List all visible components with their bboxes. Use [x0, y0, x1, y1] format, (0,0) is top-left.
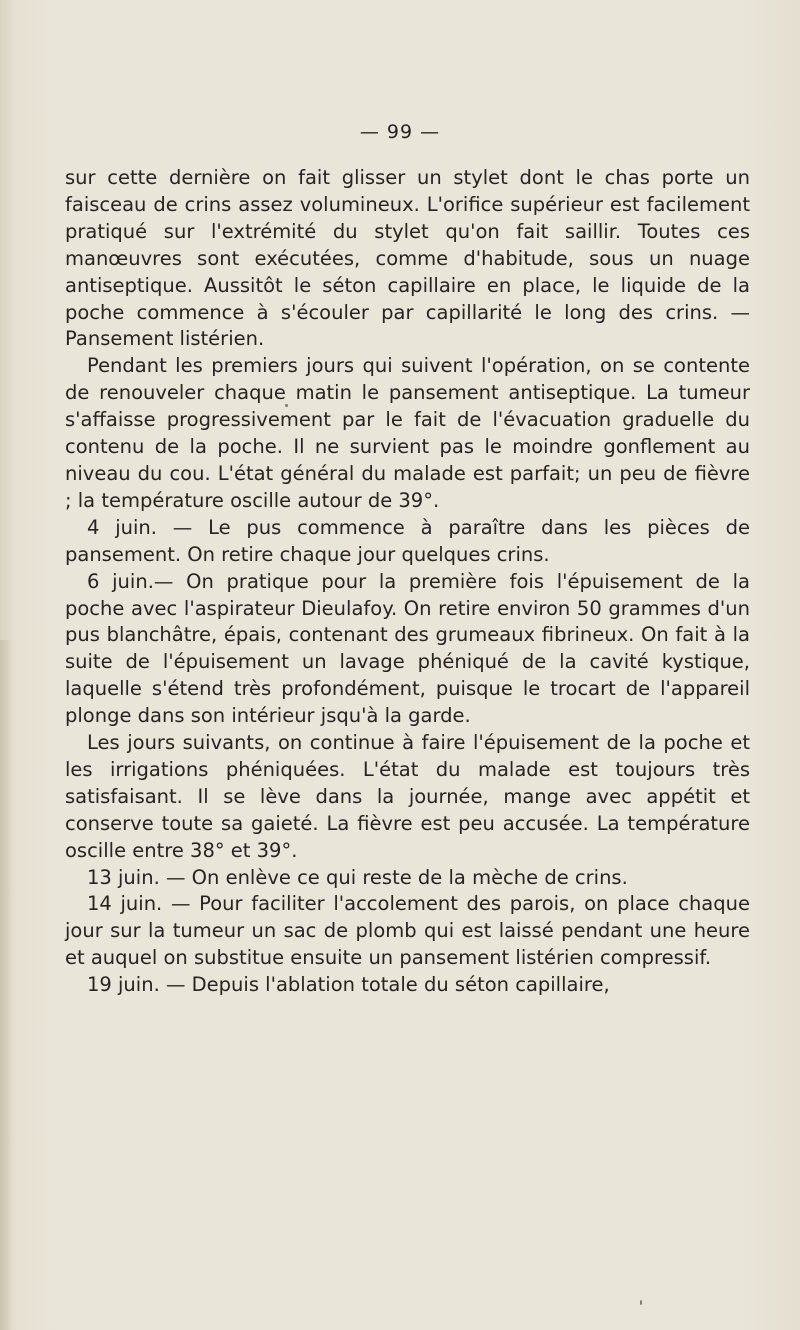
paragraph-3: 4 juin. — Le pus commence à paraître dans les pièces de pansement. On retire chaque jour quelques crins. — [65, 515, 750, 566]
page-edge-shadow — [0, 640, 12, 1330]
paper-speck — [640, 1300, 642, 1305]
paragraph-7: 14 juin. — Pour faciliter l'accolement des parois, on place chaque jour sur la tumeur un sac de plomb qui est laissé pendant une heure et auquel on substitue ensuite un pansement listérien compressif. — [65, 892, 750, 970]
page-number: — 99 — — [359, 121, 441, 143]
paragraph-1: sur cette dernière on fait glisser un stylet dont le chas porte un faisceau de crins assez volumineux. L'orifice supérieur est facilement pratiqué sur l'extrémité du stylet qu'on fait saillir. Toutes ces manœuvres sont exécutées, comme d'habitude, sous un nuage antiseptique. Aussitôt le séton capillaire en place, le liquide de la poche commence à s'écouler par capillarité le long des crins. — Pansement listérien. — [65, 166, 750, 351]
paper-speck — [285, 404, 288, 407]
paragraph-2: Pendant les premiers jours qui suivent l'opération, on se contente de renouveler chaque matin le pansement antiseptique. La tumeur s'affaisse progressivement par le fait de l'évacuation graduelle du contenu de la poche. Il ne survient pas le moindre gonflement au niveau du cou. L'état général du malade est parfait; un peu de fièvre ; la température oscille autour de 39°. — [65, 354, 750, 512]
paragraph-8: 19 juin. — Depuis l'ablation totale du séton capillaire, — [87, 973, 610, 997]
body-text — [65, 165, 750, 999]
paragraph-5: Les jours suivants, on continue à faire l'épuisement de la poche et les irrigations phéniquées. L'état du malade est toujours très satisfaisant. Il se lève dans la journée, mange avec appétit et conserve toute sa gaieté. La fièvre est peu accusée. La température oscille entre 38° et 39°. — [65, 731, 750, 862]
paragraph-4: 6 juin.— On pratique pour la première fois l'épuisement de la poche avec l'aspirateur Dieulafoy. On retire environ 50 grammes d'un pus blanchâtre, épais, contenant des grumeaux fibrineux. On fait à la suite de l'épuisement un lavage phéniqué de la cavité kystique, laquelle s'étend très profondément, puisque le trocart de l'appareil plonge dans son intérieur jsqu'à la garde. — [65, 569, 750, 728]
paragraph-6: 13 juin. — On enlève ce qui reste de la mèche de crins. — [87, 865, 628, 889]
